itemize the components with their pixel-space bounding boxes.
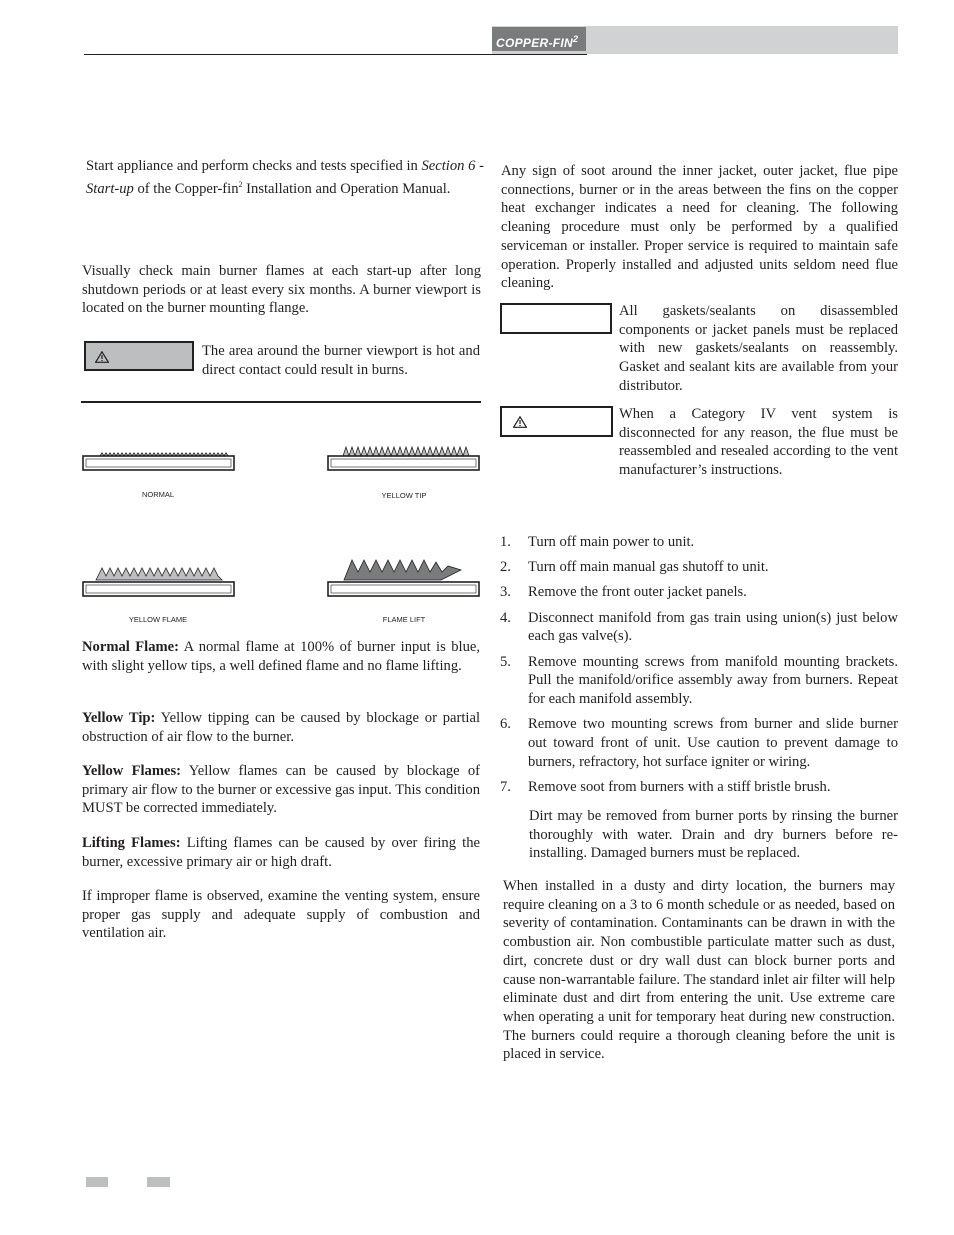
step-number: 4.	[500, 609, 511, 626]
footer-marker-left	[86, 1177, 108, 1187]
step-text: Turn off main power to unit.	[528, 534, 695, 550]
normal-flame-title: Normal Flame:	[82, 639, 179, 655]
warning-text: When a Category IV vent system is disconnected for any reason, the flue must be reassembled and resealed according to the vent manufacturer’s instructions.	[619, 406, 898, 479]
header-rule	[84, 54, 587, 55]
step-number: 5.	[500, 653, 511, 670]
startup-section-ref: Section 6 - Start-up	[86, 158, 484, 197]
burner-normal-diagram	[82, 448, 236, 474]
lifting-flames-text: Lifting flames can be caused by over firing the burner, excessive primary air or high draft.	[82, 835, 480, 870]
step-text: Remove mounting screws from manifold mounting brackets. Pull the manifold/orifice assembly away from burners. Repeat for each manifold assembly.	[528, 653, 898, 707]
step-number: 6.	[500, 716, 511, 733]
step-number: 7.	[500, 778, 511, 795]
startup-text-after: Installation and Operation Manual.	[242, 180, 451, 197]
yellow-tip-paragraph	[82, 709, 480, 746]
step-text: Turn off main manual gas shutoff to unit.	[528, 559, 769, 576]
burner-flame-lift-flame	[344, 560, 461, 580]
yellow-tip-text: Yellow tipping can be caused by blockage or partial obstruction of air flow to the burner.	[82, 710, 481, 745]
yellow-tip-title: Yellow Tip:	[82, 710, 156, 726]
label-flame-lift: FLAME LIFT	[382, 615, 426, 624]
normal-flame-paragraph	[82, 638, 480, 675]
warning-label-box	[500, 406, 613, 437]
startup-text-before: Start appliance and perform checks and tests specified in	[86, 158, 422, 174]
burner-yellow-flame-flame	[96, 568, 222, 580]
list-item	[500, 778, 898, 797]
list-item	[500, 533, 898, 552]
burner-normal-tube	[83, 456, 234, 470]
startup-paragraph	[86, 157, 484, 198]
improper-flame-paragraph: If improper flame is observed, examine the venting system, ensure proper gas supply and adequate supply of combustion and ventilation air.	[82, 888, 480, 942]
lifting-flames-title: Lifting Flames:	[82, 835, 181, 851]
step-number: 3.	[500, 584, 511, 601]
step-text: Remove two mounting screws from burner and slide burner out toward front of unit. Use caution to prevent damage to burners, refractory, hot surface igniter or wiring.	[528, 716, 898, 770]
dusty-location-paragraph: When installed in a dusty and dirty location, the burners may require cleaning on a 3 to 6 month schedule or as needed, based on severity of contamination. Contaminants can be drawn in with the combustion air. Non combustible particulate matter such as dust, dirt, concrete dust or dry wall dust can block burner ports and cause non-warrantable failure. The standard inlet air filter will help eliminate dust and dirt from entering the unit. Use extreme care when operating a unit for temporary heat during new construction. The burners could require a thorough cleaning before the unit is placed in service.	[503, 878, 895, 1063]
list-item	[500, 715, 898, 771]
yellow-flames-title: Yellow Flames:	[82, 763, 182, 779]
brand-logo-superscript: 2	[573, 34, 579, 44]
brand-logo-text: COPPER-FIN	[496, 36, 574, 50]
soot-paragraph: Any sign of soot around the inner jacket, outer jacket, flue pipe connections, burner or in the areas between the fins on the copper heat exchanger indicates a need for cleaning. The following cleaning procedure must only be performed by a qualified serviceman or installer. Proper service is required to maintain safe operation. Properly installed and adjusted units seldom need flue cleaning.	[501, 163, 898, 292]
caution-label-box	[84, 341, 194, 371]
step-number: 1.	[500, 534, 511, 550]
label-yellow-flame: YELLOW FLAME	[128, 615, 188, 624]
label-yellow-tip: YELLOW TIP	[381, 491, 427, 500]
burner-flame-lift-diagram	[327, 556, 481, 598]
list-item	[500, 609, 898, 646]
step-text: Disconnect manifold from gas train using union(s) just below each gas valve(s).	[528, 609, 898, 645]
label-normal: NORMAL	[141, 490, 175, 499]
burner-yellow-flame-diagram	[82, 564, 236, 598]
flame-check-paragraph: Visually check main burner flames at each start-up after long shutdown periods or at least every six months. A burner viewport is located on the burner mounting flange.	[82, 263, 481, 317]
list-item	[500, 583, 898, 602]
brand-logo	[492, 27, 586, 51]
dirt-paragraph: Dirt may be removed from burner ports by rinsing the burner thoroughly with water. Drain and dry burners before re-installing. Damaged burners must be replaced.	[529, 808, 898, 862]
step-number: 2.	[500, 559, 511, 576]
list-item	[500, 653, 898, 709]
startup-text-mid: of the Copper-fin	[133, 180, 239, 197]
startup-text-sup: 2	[238, 179, 243, 189]
burner-flame-lift-tube	[328, 582, 479, 596]
burner-yellow-tip-tube	[328, 456, 479, 470]
normal-flame-text: A normal flame at 100% of burner input is blue, with slight yellow tips, a well defined flame and no flame lifting.	[82, 639, 480, 674]
yellow-flames-paragraph	[82, 762, 480, 818]
burner-yellow-tip-flame	[343, 447, 469, 456]
step-text: Remove soot from burners with a stiff bristle brush.	[528, 778, 831, 795]
warning-triangle-icon	[95, 351, 109, 363]
notice-label-box	[500, 303, 612, 334]
cleaning-steps-list	[500, 533, 898, 796]
figure-top-rule	[81, 401, 481, 403]
notice-text: All gaskets/sealants on disassembled components or jacket panels must be replaced with new gaskets/sealants on reassembly. Gasket and sealant kits are available from your distributor.	[619, 303, 898, 394]
caution-text: The area around the burner viewport is hot and direct contact could result in burns.	[202, 343, 480, 378]
burner-yellow-flame-tube	[83, 582, 234, 596]
footer-marker-right	[147, 1177, 170, 1187]
yellow-flames-text: Yellow flames can be caused by blockage of primary air flow to the burner or excessive gas input. This condition MUST be corrected immediately.	[82, 763, 480, 817]
step-text: Remove the front outer jacket panels.	[528, 584, 747, 601]
list-item	[500, 558, 898, 577]
lifting-flames-paragraph	[82, 834, 480, 871]
burner-yellow-tip-diagram	[327, 444, 481, 474]
warning-triangle-icon	[513, 416, 527, 428]
